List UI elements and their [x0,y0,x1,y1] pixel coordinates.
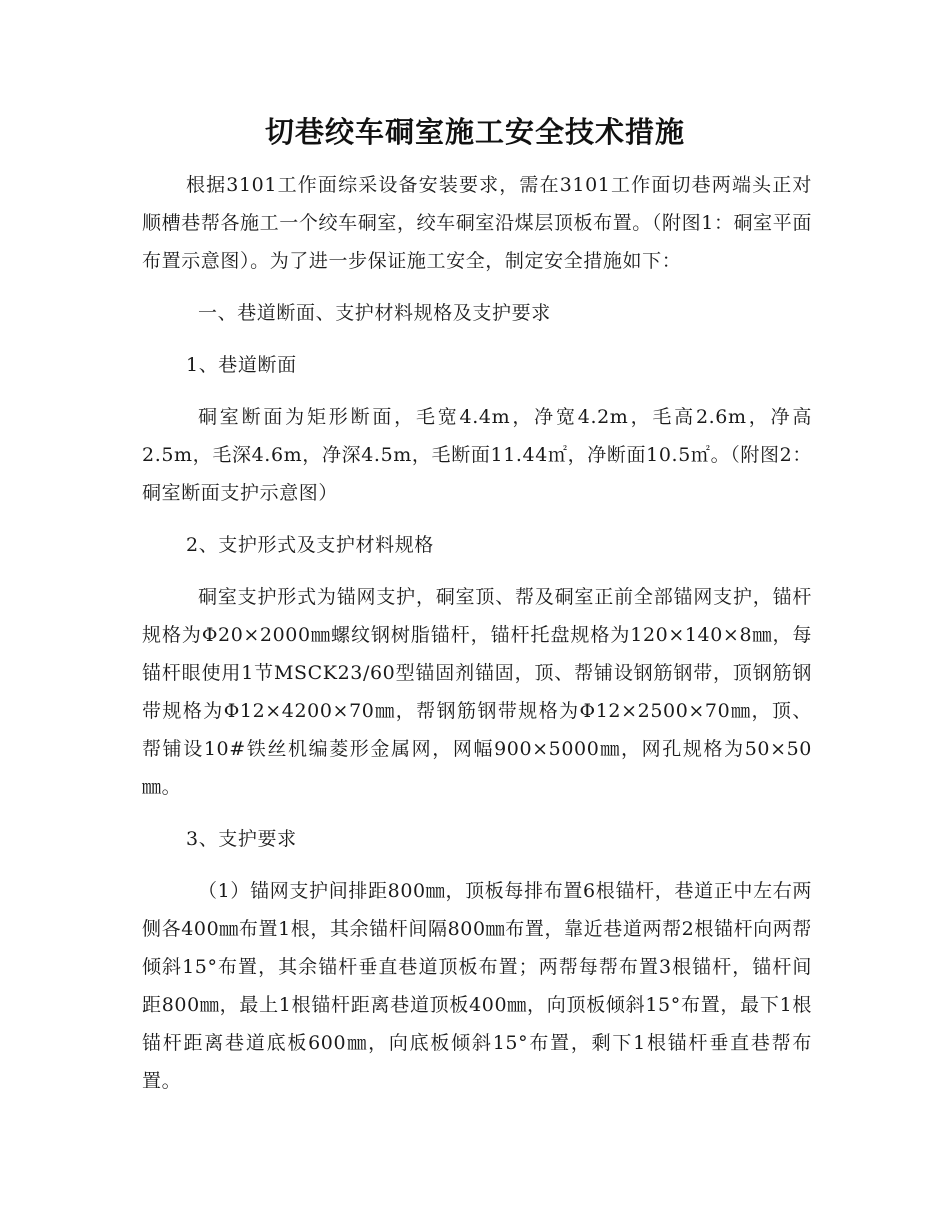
section-heading-1: 一、巷道断面、支护材料规格及支护要求 [198,302,551,324]
intro-paragraph: 根据3101工作面综采设备安装要求，需在3101工作面切巷两端头正对顺槽巷帮各施工一个绞车硐室，绞车硐室沿煤层顶板布置。（附图1：硐室平面布置示意图）。为了进一步保证施工安全，制定安全措施如下： [142,174,812,272]
support-requirement-item-1: （1）锚网支护间排距800㎜，顶板每排布置6根锚杆，巷道正中左右两侧各400㎜布置1根，其余锚杆间隔800㎜布置，靠近巷道两帮2根锚杆向两帮倾斜15°布置，其余锚杆垂直巷道顶板布置；两帮每帮布置3根锚杆，锚杆间距800㎜，最上1根锚杆距离巷道顶板400㎜，向顶板倾斜15°布置，最下1根锚杆距离巷道底板600㎜，向底板倾斜15°布置，剩下1根锚杆垂直巷帮布置。 [142,880,812,1092]
subsection-heading-1: 1、巷道断面 [186,354,297,376]
subsection-1-body: 硐室断面为矩形断面，毛宽4.4m，净宽4.2m，毛高2.6m，净高2.5m，毛深4.6m，净深4.5m，毛断面11.44㎡，净断面10.5㎡。（附图2：硐室断面支护示意图） [142,406,812,504]
document-body [142,166,812,1100]
subsection-2-body: 硐室支护形式为锚网支护，硐室顶、帮及硐室正前全部锚网支护，锚杆规格为Φ20×2000㎜螺纹钢树脂锚杆，锚杆托盘规格为120×140×8㎜，每锚杆眼使用1节MSCK23/60型锚固剂锚固，顶、帮铺设钢筋钢带，顶钢筋钢带规格为Φ12×4200×70㎜，帮钢筋钢带规格为Φ12×2500×70㎜，顶、帮铺设10#铁丝机编菱形金属网，网幅900×5000㎜，网孔规格为50×50㎜。 [142,586,812,798]
document-title: 切巷绞车硐室施工安全技术措施 [264,115,685,149]
subsection-heading-3: 3、支护要求 [186,828,297,850]
subsection-heading-2: 2、支护形式及支护材料规格 [186,534,434,556]
